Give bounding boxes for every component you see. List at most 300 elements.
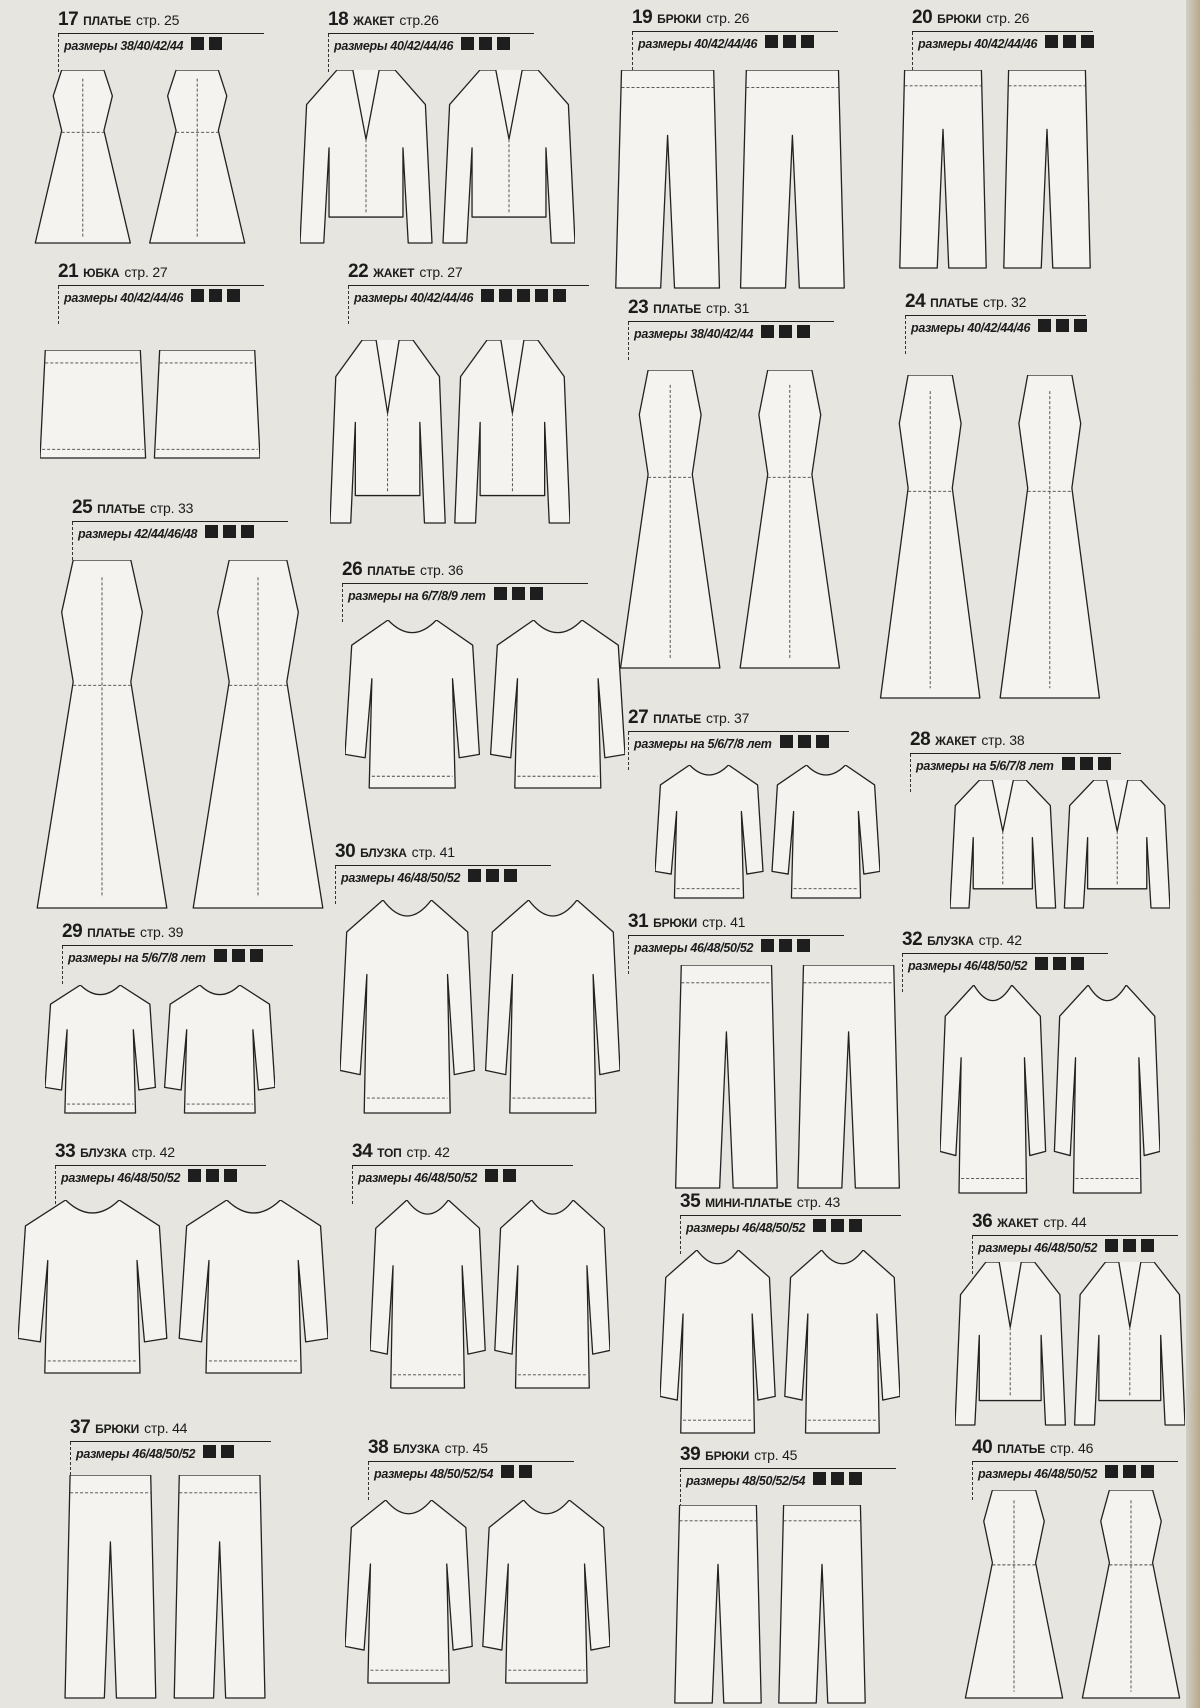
- garment-type: БЛУЗКА: [360, 846, 407, 860]
- page-ref: стр. 42: [406, 1144, 450, 1160]
- model-38[interactable]: [368, 1438, 574, 1483]
- model-26[interactable]: [342, 560, 588, 605]
- garment-type: ПЛАТЬЕ: [997, 1442, 1046, 1456]
- garment-sketch: [18, 1200, 328, 1375]
- model-22[interactable]: [348, 262, 589, 307]
- back-view: [779, 1505, 865, 1703]
- front-view: [330, 340, 445, 523]
- model-number: 28: [910, 729, 931, 750]
- model-number: 37: [70, 1417, 91, 1438]
- difficulty-square: [227, 289, 240, 302]
- size-range: размеры на 5/6/7/8 лет: [916, 759, 1054, 773]
- model-number: 40: [972, 1437, 993, 1458]
- model-39[interactable]: [680, 1445, 896, 1490]
- model-number: 17: [58, 9, 79, 30]
- difficulty-square: [461, 37, 474, 50]
- size-range: размеры на 5/6/7/8 лет: [634, 737, 772, 751]
- difficulty-square: [831, 1472, 844, 1485]
- difficulty-square: [504, 869, 517, 882]
- garment-sketch: [655, 765, 880, 900]
- garment-sketch: [955, 1262, 1185, 1427]
- garment-type: МИНИ-ПЛАТЬЕ: [705, 1196, 792, 1210]
- difficulty-square: [1081, 35, 1094, 48]
- sketch-top[interactable]: [345, 620, 625, 790]
- difficulty-square: [468, 869, 481, 882]
- model-number: 20: [912, 7, 933, 28]
- sketch-dress[interactable]: [30, 560, 330, 910]
- difficulty-square: [209, 37, 222, 50]
- front-view: [616, 70, 720, 288]
- front-view: [965, 1490, 1062, 1698]
- front-view: [35, 70, 130, 243]
- difficulty-square: [501, 1465, 514, 1478]
- size-range: размеры на 6/7/8/9 лет: [348, 589, 486, 603]
- difficulty-square: [512, 587, 525, 600]
- model-24[interactable]: [905, 292, 1086, 337]
- sketch-jacket[interactable]: [955, 1262, 1185, 1427]
- front-view: [900, 70, 986, 268]
- sketch-dress[interactable]: [875, 375, 1105, 700]
- model-34[interactable]: [352, 1142, 573, 1187]
- difficulty-squares: [191, 37, 227, 55]
- difficulty-square: [1071, 957, 1084, 970]
- model-32[interactable]: [902, 930, 1108, 975]
- sketch-top[interactable]: [370, 1200, 610, 1390]
- front-view: [65, 1475, 156, 1698]
- page-ref: стр. 26: [986, 10, 1030, 26]
- garment-type: ПЛАТЬЕ: [930, 296, 979, 310]
- garment-sketch: [610, 70, 850, 290]
- size-range: размеры 40/42/44/46: [918, 37, 1038, 51]
- model-29[interactable]: [62, 922, 293, 967]
- difficulty-square: [780, 735, 793, 748]
- difficulty-square: [1038, 319, 1051, 332]
- difficulty-square: [1105, 1239, 1118, 1252]
- difficulty-square: [1098, 757, 1111, 770]
- difficulty-square: [535, 289, 548, 302]
- front-view: [676, 965, 778, 1188]
- difficulty-square: [205, 525, 218, 538]
- model-number: 25: [72, 497, 93, 518]
- difficulty-square: [1123, 1465, 1136, 1478]
- difficulty-square: [779, 325, 792, 338]
- difficulty-square: [206, 1169, 219, 1182]
- difficulty-square: [517, 289, 530, 302]
- garment-sketch: [30, 70, 250, 245]
- model-27[interactable]: [628, 708, 849, 753]
- sketch-jacket[interactable]: [300, 70, 575, 245]
- difficulty-square: [797, 939, 810, 952]
- difficulty-square: [1105, 1465, 1118, 1478]
- sketch-top[interactable]: [45, 985, 275, 1115]
- size-range: размеры 40/42/44/46: [64, 291, 184, 305]
- difficulty-squares: [1105, 1465, 1159, 1483]
- page-ref: стр. 25: [136, 12, 180, 28]
- difficulty-squares: [468, 869, 522, 887]
- page-ref: стр.26: [399, 12, 439, 28]
- difficulty-squares: [813, 1472, 867, 1490]
- model-40[interactable]: [972, 1438, 1178, 1483]
- page-ref: стр. 27: [419, 264, 463, 280]
- garment-sketch: [895, 70, 1095, 270]
- model-number: 32: [902, 929, 923, 950]
- size-range: размеры 48/50/52/54: [686, 1474, 806, 1488]
- back-view: [1054, 985, 1160, 1193]
- difficulty-square: [214, 949, 227, 962]
- front-view: [37, 560, 167, 908]
- size-range: размеры 46/48/50/52: [341, 871, 461, 885]
- page-ref: стр. 41: [411, 844, 455, 860]
- difficulty-square: [849, 1472, 862, 1485]
- model-21[interactable]: [58, 262, 264, 307]
- difficulty-square: [1123, 1239, 1136, 1252]
- model-number: 33: [55, 1141, 76, 1162]
- garment-sketch: [615, 370, 845, 670]
- garment-type: БРЮКИ: [937, 12, 982, 26]
- difficulty-square: [1056, 319, 1069, 332]
- difficulty-square: [530, 587, 543, 600]
- front-view: [881, 375, 980, 698]
- difficulty-square: [1062, 757, 1075, 770]
- difficulty-square: [209, 289, 222, 302]
- sketch-jacket[interactable]: [950, 780, 1170, 910]
- size-range: размеры 46/48/50/52: [76, 1447, 196, 1461]
- sketch-top[interactable]: [340, 900, 620, 1115]
- sketch-pants[interactable]: [60, 1475, 270, 1700]
- back-view: [1075, 1262, 1185, 1425]
- size-range: размеры 42/44/46/48: [78, 527, 198, 541]
- model-number: 31: [628, 911, 649, 932]
- back-view: [486, 900, 620, 1113]
- page-ref: стр. 36: [420, 562, 464, 578]
- page-ref: стр. 27: [124, 264, 168, 280]
- garment-type: ПЛАТЬЕ: [653, 712, 702, 726]
- difficulty-square: [519, 1465, 532, 1478]
- page-ref: стр. 33: [150, 500, 194, 516]
- size-range: размеры 40/42/44/46: [354, 291, 474, 305]
- model-number: 38: [368, 1437, 389, 1458]
- difficulty-squares: [765, 35, 819, 53]
- model-17[interactable]: [58, 10, 264, 55]
- difficulty-squares: [1105, 1239, 1159, 1257]
- model-number: 22: [348, 261, 369, 282]
- difficulty-square: [497, 37, 510, 50]
- sketch-top[interactable]: [660, 1250, 900, 1435]
- back-view: [483, 1500, 610, 1683]
- front-view: [940, 985, 1046, 1193]
- difficulty-square: [486, 869, 499, 882]
- sketch-top[interactable]: [655, 765, 880, 900]
- front-view: [18, 1200, 167, 1373]
- difficulty-square: [494, 587, 507, 600]
- back-view: [740, 370, 839, 668]
- garment-type: БРЮКИ: [705, 1449, 750, 1463]
- difficulty-square: [797, 325, 810, 338]
- difficulty-squares: [191, 289, 245, 307]
- difficulty-squares: [203, 1445, 239, 1463]
- model-number: 34: [352, 1141, 373, 1162]
- difficulty-square: [224, 1169, 237, 1182]
- difficulty-squares: [1045, 35, 1099, 53]
- model-35[interactable]: [680, 1192, 901, 1237]
- difficulty-square: [801, 35, 814, 48]
- model-number: 19: [632, 7, 653, 28]
- difficulty-squares: [761, 939, 815, 957]
- size-range: размеры 48/50/52/54: [374, 1467, 494, 1481]
- page-ref: стр. 46: [1050, 1440, 1094, 1456]
- difficulty-squares: [813, 1219, 867, 1237]
- sketch-jacket[interactable]: [330, 340, 570, 525]
- model-36[interactable]: [972, 1212, 1178, 1257]
- garment-sketch: [345, 620, 625, 790]
- difficulty-square: [221, 1445, 234, 1458]
- difficulty-square: [1141, 1465, 1154, 1478]
- difficulty-square: [1080, 757, 1093, 770]
- difficulty-square: [188, 1169, 201, 1182]
- garment-sketch: [670, 965, 905, 1190]
- garment-type: ПЛАТЬЕ: [87, 926, 136, 940]
- back-view: [455, 340, 570, 523]
- front-view: [660, 1250, 775, 1433]
- model-33[interactable]: [55, 1142, 266, 1187]
- difficulty-square: [1045, 35, 1058, 48]
- garment-type: ТОП: [377, 1146, 402, 1160]
- difficulty-square: [479, 37, 492, 50]
- model-18[interactable]: [328, 10, 534, 55]
- garment-sketch: [300, 70, 575, 245]
- difficulty-squares: [501, 1465, 537, 1483]
- front-view: [40, 350, 146, 458]
- back-view: [798, 965, 900, 1188]
- page-ref: стр. 43: [796, 1194, 841, 1210]
- back-view: [1004, 70, 1090, 268]
- page-ref: стр. 38: [981, 732, 1025, 748]
- size-range: размеры 46/48/50/52: [978, 1467, 1098, 1481]
- difficulty-square: [191, 37, 204, 50]
- back-view: [741, 70, 845, 288]
- back-view: [785, 1250, 900, 1433]
- difficulty-square: [481, 289, 494, 302]
- front-view: [675, 1505, 761, 1703]
- back-view: [491, 620, 625, 788]
- difficulty-square: [499, 289, 512, 302]
- back-view: [772, 765, 880, 898]
- difficulty-squares: [485, 1169, 521, 1187]
- size-range: размеры 38/40/42/44: [64, 39, 184, 53]
- difficulty-squares: [461, 37, 515, 55]
- model-number: 18: [328, 9, 349, 30]
- size-range: размеры 46/48/50/52: [61, 1171, 181, 1185]
- back-view: [150, 70, 245, 243]
- size-range: размеры 38/40/42/44: [634, 327, 754, 341]
- size-range: размеры 40/42/44/46: [638, 37, 758, 51]
- garment-type: БЛУЗКА: [927, 934, 974, 948]
- difficulty-squares: [1038, 319, 1092, 337]
- garment-type: ЮБКА: [83, 266, 120, 280]
- difficulty-square: [1141, 1239, 1154, 1252]
- difficulty-square: [241, 525, 254, 538]
- garment-sketch: [45, 985, 275, 1115]
- back-view: [165, 985, 275, 1113]
- difficulty-square: [1035, 957, 1048, 970]
- sketch-pants[interactable]: [610, 70, 850, 290]
- difficulty-square: [813, 1219, 826, 1232]
- difficulty-square: [765, 35, 778, 48]
- model-number: 27: [628, 707, 649, 728]
- garment-type: ЖАКЕТ: [373, 266, 415, 280]
- model-number: 39: [680, 1444, 701, 1465]
- model-23[interactable]: [628, 298, 834, 343]
- difficulty-squares: [481, 289, 571, 307]
- sketch-pants[interactable]: [670, 965, 905, 1190]
- page-ref: стр. 45: [754, 1447, 798, 1463]
- garment-sketch: [875, 375, 1105, 700]
- difficulty-square: [503, 1169, 516, 1182]
- difficulty-square: [250, 949, 263, 962]
- model-number: 21: [58, 261, 79, 282]
- model-number: 26: [342, 559, 363, 580]
- difficulty-square: [761, 325, 774, 338]
- difficulty-square: [203, 1445, 216, 1458]
- model-19[interactable]: [632, 8, 838, 53]
- difficulty-squares: [188, 1169, 242, 1187]
- size-range: размеры 46/48/50/52: [358, 1171, 478, 1185]
- model-number: 36: [972, 1211, 993, 1232]
- difficulty-squares: [1035, 957, 1089, 975]
- garment-sketch: [345, 1500, 610, 1685]
- model-number: 35: [680, 1191, 701, 1212]
- garment-type: ПЛАТЬЕ: [367, 564, 416, 578]
- page-ref: стр. 39: [140, 924, 184, 940]
- garment-sketch: [330, 340, 570, 525]
- page-ref: стр. 42: [131, 1144, 175, 1160]
- difficulty-square: [813, 1472, 826, 1485]
- garment-type: ЖАКЕТ: [353, 14, 395, 28]
- back-view: [443, 70, 575, 243]
- page-ref: стр. 26: [706, 10, 750, 26]
- back-view: [1000, 375, 1099, 698]
- model-30[interactable]: [335, 842, 551, 887]
- garment-type: ПЛАТЬЕ: [97, 502, 146, 516]
- model-number: 23: [628, 297, 649, 318]
- size-range: размеры 46/48/50/52: [634, 941, 754, 955]
- difficulty-squares: [214, 949, 268, 967]
- garment-type: БРЮКИ: [95, 1422, 140, 1436]
- garment-sketch: [940, 985, 1160, 1195]
- back-view: [179, 1200, 328, 1373]
- page-edge: [1186, 0, 1200, 1708]
- front-view: [45, 985, 155, 1113]
- garment-sketch: [960, 1490, 1185, 1700]
- difficulty-squares: [205, 525, 259, 543]
- difficulty-square: [553, 289, 566, 302]
- sketch-top[interactable]: [18, 1200, 328, 1375]
- page-ref: стр. 41: [702, 914, 746, 930]
- size-range: размеры 40/42/44/46: [334, 39, 454, 53]
- difficulty-square: [779, 939, 792, 952]
- back-view: [1082, 1490, 1179, 1698]
- model-28[interactable]: [910, 730, 1121, 775]
- garment-type: БЛУЗКА: [393, 1442, 440, 1456]
- difficulty-square: [783, 35, 796, 48]
- garment-sketch: [340, 900, 620, 1115]
- model-number: 29: [62, 921, 83, 942]
- model-37[interactable]: [70, 1418, 271, 1463]
- garment-sketch: [950, 780, 1170, 910]
- garment-type: ЖАКЕТ: [935, 734, 977, 748]
- page-ref: стр. 37: [706, 710, 750, 726]
- difficulty-square: [223, 525, 236, 538]
- back-view: [1064, 780, 1170, 908]
- front-view: [655, 765, 763, 898]
- model-20[interactable]: [912, 8, 1093, 53]
- front-view: [950, 780, 1056, 908]
- back-view: [154, 350, 260, 458]
- difficulty-square: [849, 1219, 862, 1232]
- model-25[interactable]: [72, 498, 288, 543]
- garment-sketch: [660, 1250, 900, 1435]
- difficulty-square: [1063, 35, 1076, 48]
- difficulty-square: [761, 939, 774, 952]
- garment-sketch: [370, 1200, 610, 1390]
- difficulty-square: [1074, 319, 1087, 332]
- difficulty-squares: [761, 325, 815, 343]
- model-number: 24: [905, 291, 926, 312]
- page-ref: стр. 45: [444, 1440, 488, 1456]
- sketch-top[interactable]: [940, 985, 1160, 1195]
- front-view: [370, 1200, 485, 1388]
- difficulty-square: [798, 735, 811, 748]
- sketch-pants[interactable]: [895, 70, 1095, 270]
- sketch-dress[interactable]: [960, 1490, 1185, 1700]
- model-number: 30: [335, 841, 356, 862]
- difficulty-squares: [494, 587, 548, 605]
- sketch-dress[interactable]: [615, 370, 845, 670]
- difficulty-squares: [780, 735, 834, 753]
- garment-type: ЖАКЕТ: [997, 1216, 1039, 1230]
- garment-type: БРЮКИ: [653, 916, 698, 930]
- front-view: [955, 1262, 1065, 1425]
- page-ref: стр. 44: [1043, 1214, 1087, 1230]
- sketch-top[interactable]: [345, 1500, 610, 1685]
- back-view: [495, 1200, 610, 1388]
- difficulty-square: [831, 1219, 844, 1232]
- garment-type: ПЛАТЬЕ: [83, 14, 132, 28]
- back-view: [174, 1475, 265, 1698]
- size-range: размеры на 5/6/7/8 лет: [68, 951, 206, 965]
- garment-type: ПЛАТЬЕ: [653, 302, 702, 316]
- size-range: размеры 46/48/50/52: [686, 1221, 806, 1235]
- difficulty-square: [191, 289, 204, 302]
- garment-sketch: [40, 350, 260, 460]
- page-ref: стр. 32: [983, 294, 1027, 310]
- front-view: [345, 620, 479, 788]
- garment-sketch: [30, 560, 330, 910]
- sketch-dress[interactable]: [30, 70, 250, 245]
- size-range: размеры 40/42/44/46: [911, 321, 1031, 335]
- difficulty-square: [1053, 957, 1066, 970]
- front-view: [340, 900, 474, 1113]
- page-ref: стр. 31: [706, 300, 750, 316]
- model-31[interactable]: [628, 912, 844, 957]
- sketch-pants[interactable]: [670, 1505, 870, 1705]
- sketch-skirt[interactable]: [40, 350, 260, 460]
- back-view: [193, 560, 323, 908]
- garment-sketch: [60, 1475, 270, 1700]
- front-view: [345, 1500, 472, 1683]
- garment-type: БРЮКИ: [657, 12, 702, 26]
- difficulty-square: [485, 1169, 498, 1182]
